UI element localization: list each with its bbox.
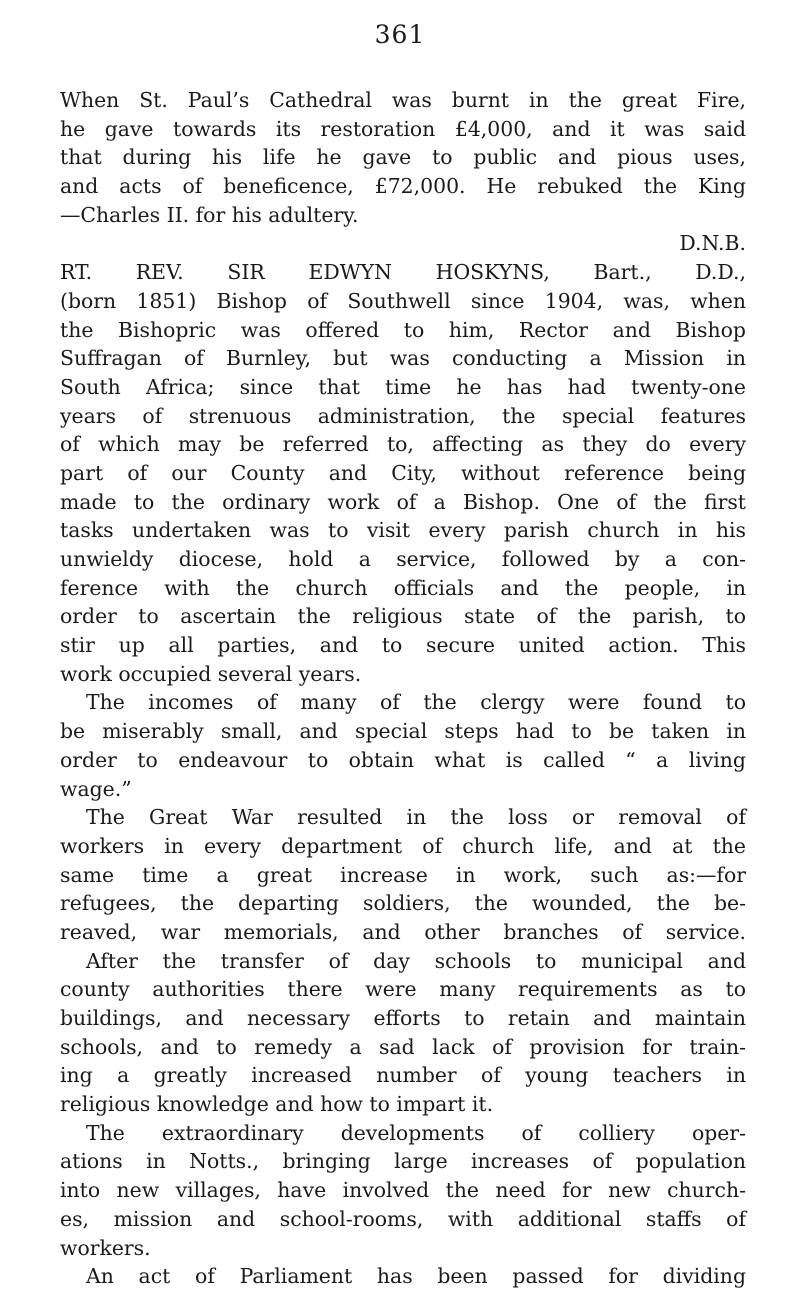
text-line: county authorities there were many requirements as to <box>60 977 746 1002</box>
text-line: work occupied several years. <box>60 661 362 686</box>
text-line: stir up all parties, and to secure united action. This <box>60 633 746 658</box>
text-line: buildings, and necessary efforts to retain and maintain <box>60 1006 746 1030</box>
text-line: part of our County and City, without reference being <box>60 460 746 485</box>
text-line: D.N.B. <box>679 231 746 256</box>
text-line: religious knowledge and how to impart it. <box>60 1092 494 1117</box>
text-line: that during his life he gave to public and pious uses, <box>60 145 746 170</box>
text-line: The incomes of many of the clergy were found to <box>86 690 746 715</box>
body-text <box>60 86 746 1291</box>
text-line: The extraordinary developments of colliery oper- <box>86 1120 746 1145</box>
text-line: workers in every department of church life, and at the <box>60 833 746 858</box>
text-line: The Great War resulted in the loss or removal of <box>86 805 746 830</box>
text-line: Suffragan of Burnley, but was conducting a Mission in <box>60 346 746 371</box>
text-line: years of strenuous administration, the special features <box>60 403 746 428</box>
text-line: RT. REV. SIR EDWYN HOSKYNS, Bart., D.D., <box>60 260 746 285</box>
text-line: wage.” <box>60 776 132 801</box>
text-line: same time a great increase in work, such as:—for <box>60 862 746 887</box>
text-line: schools, and to remedy a sad lack of provision for train- <box>60 1034 746 1059</box>
text-line: —Charles II. for his adultery. <box>60 202 359 227</box>
text-line: of which may be referred to, affecting as they do every <box>60 432 746 457</box>
text-line: (born 1851) Bishop of Southwell since 1904, was, when <box>60 288 746 313</box>
page-number: 361 <box>374 20 426 49</box>
text-line: order to endeavour to obtain what is called “ a living <box>60 747 746 772</box>
text-line: made to the ordinary work of a Bishop. One of the first <box>60 489 746 514</box>
text-line: he gave towards its restoration £4,000, and it was said <box>60 116 746 141</box>
text-line: An act of Parliament has been passed for dividing <box>86 1264 746 1289</box>
text-line: es, mission and school-rooms, with additional staffs of <box>60 1206 746 1231</box>
text-line: the Bishopric was offered to him, Rector and Bishop <box>60 317 746 342</box>
text-line: South Africa; since that time he has had twenty-one <box>60 374 746 399</box>
text-line: unwieldy diocese, hold a service, followed by a con- <box>60 547 746 571</box>
text-line: ing a greatly increased number of young teachers in <box>60 1063 746 1088</box>
text-line: tasks undertaken was to visit every parish church in his <box>60 518 746 543</box>
text-line: ference with the church officials and the people, in <box>60 575 746 600</box>
text-line: After the transfer of day schools to municipal and <box>86 948 746 973</box>
text-line: and acts of beneficence, £72,000. He rebuked the King <box>60 174 746 199</box>
text-line: refugees, the departing soldiers, the wounded, the be- <box>60 891 746 916</box>
text-line: order to ascertain the religious state of the parish, to <box>60 604 746 629</box>
text-line: reaved, war memorials, and other branches of service. <box>60 919 746 944</box>
text-line: be miserably small, and special steps had to be taken in <box>60 719 746 744</box>
text-line: into new villages, have involved the need for new church- <box>60 1178 746 1203</box>
text-line: ations in Notts., bringing large increases of population <box>60 1149 746 1174</box>
text-line: When St. Paul’s Cathedral was burnt in the great Fire, <box>60 88 746 112</box>
text-line: workers. <box>60 1235 151 1260</box>
